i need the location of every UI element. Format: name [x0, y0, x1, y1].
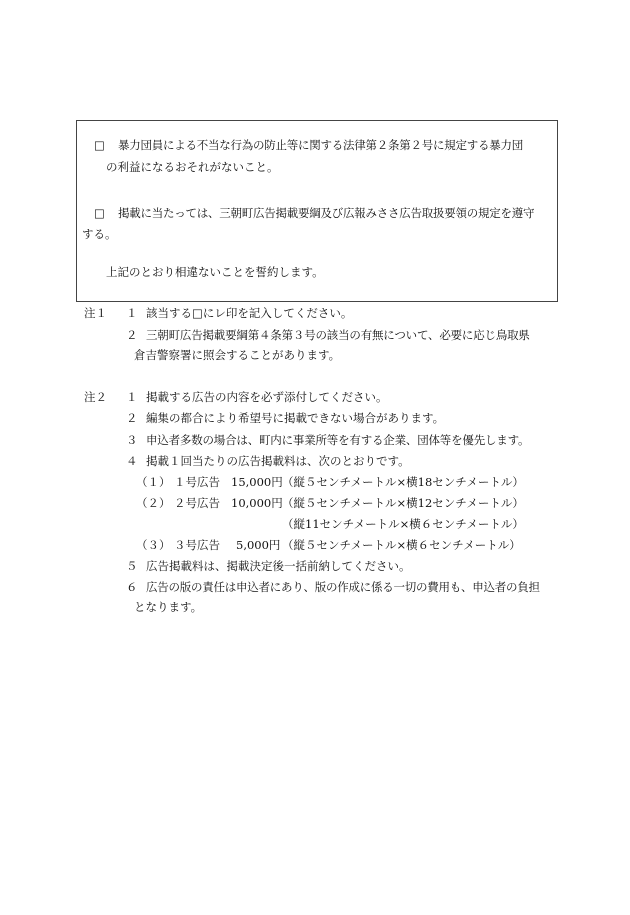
note2-item6-line1: 広告の版の責任は申込者にあり、版の作成に係る一切の費用も、申込者の負担 [146, 580, 540, 594]
checkbox-antisocial[interactable]: □ [94, 138, 105, 152]
pledge-item1-line1: 暴力団員による不当な行為の防止等に関する法律第２条第２号に規定する暴力団 [118, 138, 523, 152]
fee1-name: １号広告 [174, 475, 220, 489]
pledge-item2-line1: 掲載に当たっては、三朝町広告掲載要綱及び広報みささ広告取扱要領の規定を遵守 [118, 206, 535, 220]
note1-item2-line2: 倉吉警察署に照会することがあります。 [134, 348, 341, 362]
fee3-price: 5,000円 [236, 538, 281, 552]
note2-item2-num: ２ [126, 411, 138, 425]
note1-item1-text: 該当する□にレ印を記入してください。 [146, 306, 353, 320]
note1-item2-line1: 三朝町広告掲載要綱第４条第３号の該当の有無について、必要に応じ鳥取県 [146, 328, 530, 342]
note2-item1-text: 掲載する広告の内容を必ず添付してください。 [146, 390, 388, 404]
checkbox-compliance[interactable]: □ [94, 206, 105, 220]
note2-item2-text: 編集の都合により希望号に掲載できない場合があります。 [146, 411, 445, 425]
fee1-size: （縦５センチメートル×横18センチメートル） [282, 475, 524, 489]
pledge-oath: 上記のとおり相違ないことを誓約します。 [106, 265, 324, 279]
fee3-index: （３） [136, 538, 171, 552]
note2-item4-text: 掲載１回当たりの広告掲載料は、次のとおりです。 [146, 454, 410, 468]
fee2-name: ２号広告 [174, 496, 220, 510]
note2-item5-num: ５ [126, 559, 138, 573]
note2-item1-num: １ [126, 390, 138, 404]
note2-item6-num: ６ [126, 580, 138, 594]
fee1-index: （１） [136, 475, 171, 489]
fee2-size-alt: （縦11センチメートル×横６センチメートル） [282, 517, 524, 531]
pledge-item2-line2: する。 [82, 227, 117, 241]
fee2-size: （縦５センチメートル×横12センチメートル） [282, 496, 524, 510]
note2-item6-line2: となります。 [134, 600, 203, 614]
note2-item3-text: 申込者多数の場合は、町内に事業所等を有する企業、団体等を優先します。 [146, 433, 530, 447]
note2-label: 注２ [84, 390, 107, 404]
fee2-price: 10,000円 [231, 496, 283, 510]
pledge-item1-line2: の利益になるおそれがないこと。 [106, 160, 279, 174]
note2-item3-num: ３ [126, 433, 138, 447]
note2-item5-text: 広告掲載料は、掲載決定後一括前納してください。 [146, 559, 411, 573]
note1-label: 注１ [84, 306, 107, 320]
fee3-size: （縦５センチメートル×横６センチメートル） [282, 538, 521, 552]
fee2-index: （２） [136, 496, 171, 510]
fee1-price: 15,000円 [231, 475, 283, 489]
note1-item1-num: １ [126, 306, 138, 320]
note2-item4-num: ４ [126, 454, 138, 468]
note1-item2-num: ２ [126, 328, 138, 342]
fee3-name: ３号広告 [174, 538, 220, 552]
